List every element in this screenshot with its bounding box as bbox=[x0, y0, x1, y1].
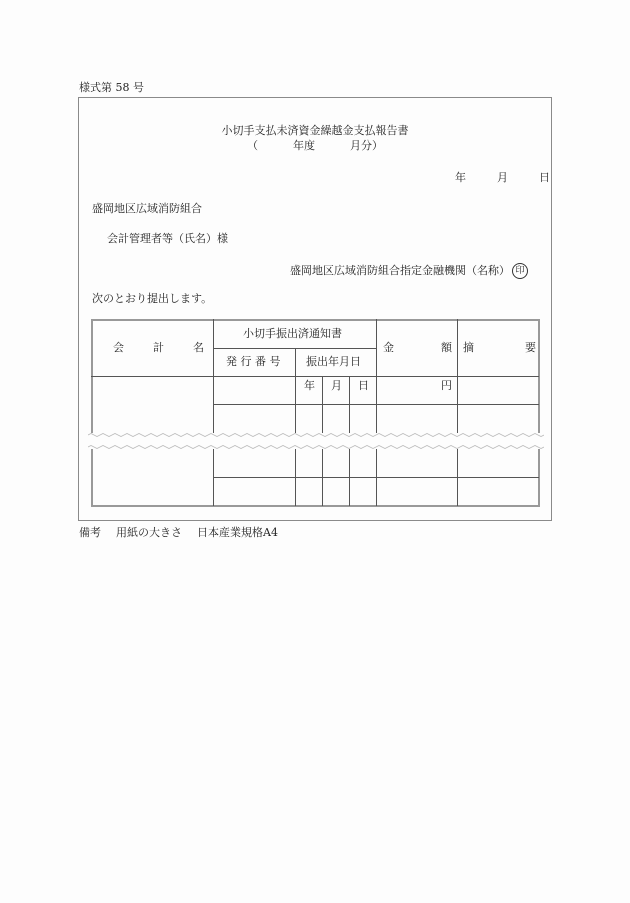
date-month-label: 月 bbox=[497, 171, 508, 184]
col-line-account bbox=[213, 319, 214, 506]
col-line-issue-number bbox=[295, 348, 296, 506]
unit-year: 年 bbox=[304, 379, 315, 392]
recipient-person: 会計管理者等（氏名）様 bbox=[107, 232, 228, 245]
wavy-edge-top-icon bbox=[88, 433, 544, 437]
header-summary: 摘 要 bbox=[463, 341, 536, 354]
form-frame bbox=[78, 97, 552, 521]
wavy-edge-bottom-icon bbox=[88, 445, 544, 449]
form-number: 様式第 58 号 bbox=[79, 81, 144, 94]
sender-name: 盛岡地区広域消防組合指定金融機関（名称） bbox=[290, 264, 510, 277]
date-year-label: 年 bbox=[455, 171, 466, 184]
header-issue-number: 発 行 番 号 bbox=[226, 355, 281, 368]
table-border-right bbox=[538, 319, 540, 507]
remarks bbox=[79, 527, 278, 538]
document-title: 小切手支払未済資金繰越金支払報告書 bbox=[221, 124, 409, 137]
date-day-label: 日 bbox=[539, 171, 550, 184]
header-check-notice: 小切手振出済通知書 bbox=[243, 327, 342, 340]
col-line-amount bbox=[457, 319, 458, 506]
amount-cell[interactable] bbox=[378, 393, 456, 403]
sender-line bbox=[290, 263, 528, 279]
col-line-date bbox=[376, 319, 377, 506]
paper-size-label: 用紙の大きさ bbox=[116, 526, 182, 539]
remarks-label: 備考 bbox=[79, 526, 101, 539]
unit-month: 月 bbox=[331, 379, 342, 392]
table-border-bottom bbox=[91, 505, 540, 507]
header-account-name: 会 計 名 bbox=[113, 341, 204, 354]
summary-cell[interactable] bbox=[458, 378, 537, 403]
issue-number-cell[interactable] bbox=[214, 378, 294, 403]
unit-yen: 円 bbox=[441, 379, 452, 392]
table-break bbox=[88, 433, 544, 449]
recipient-organization: 盛岡地区広域消防組合 bbox=[92, 202, 202, 215]
fiscal-year-label: 年度 bbox=[293, 139, 315, 152]
document-period bbox=[0, 140, 630, 151]
header-bottom-line bbox=[91, 376, 539, 377]
header-amount: 金 額 bbox=[383, 341, 452, 354]
intro-text: 次のとおり提出します。 bbox=[92, 292, 213, 305]
period-open-paren: （ bbox=[247, 139, 258, 152]
seal-icon: 印 bbox=[512, 263, 528, 279]
paper-size-value: 日本産業規格A4 bbox=[197, 526, 278, 539]
unit-day: 日 bbox=[358, 379, 369, 392]
table-border-top bbox=[91, 319, 540, 321]
header-issue-date: 振出年月日 bbox=[306, 355, 361, 368]
month-label: 月分） bbox=[350, 139, 383, 152]
submission-date bbox=[455, 172, 550, 183]
account-name-cell[interactable] bbox=[93, 378, 212, 432]
